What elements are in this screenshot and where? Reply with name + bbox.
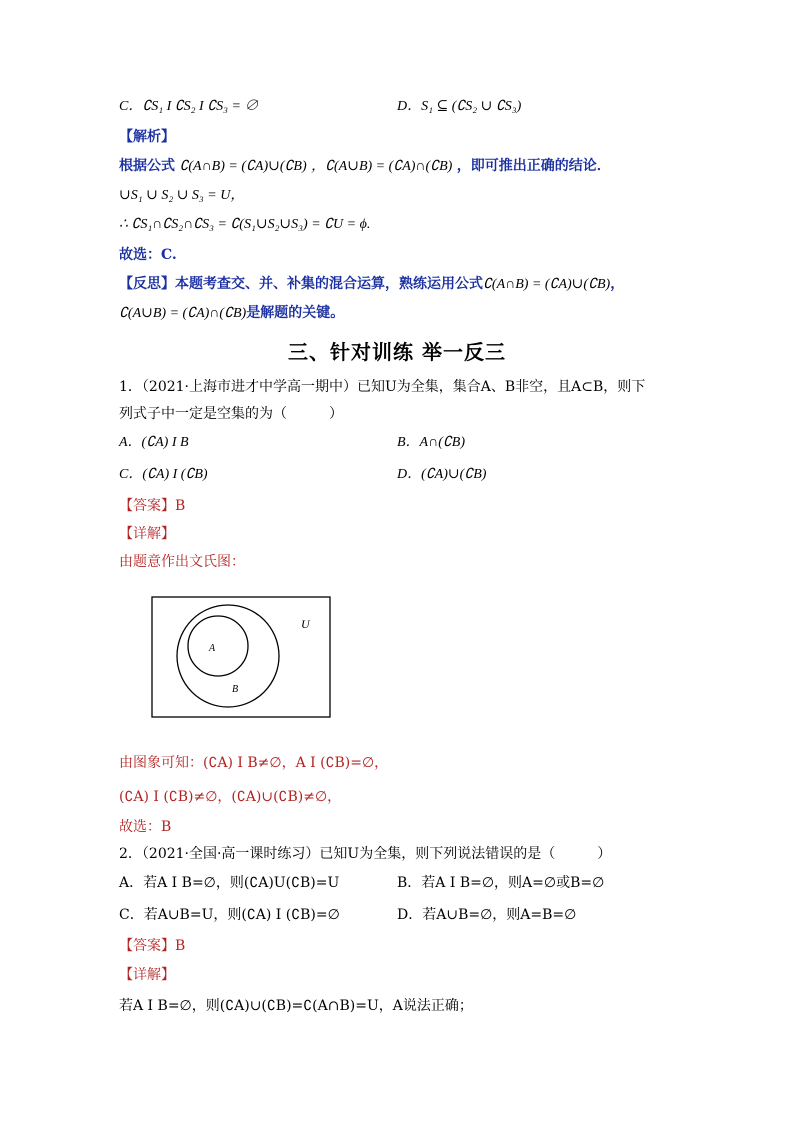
- q1-option-d: D．(∁A)∪(∁B): [397, 467, 487, 482]
- formula-intro: 根据公式: [119, 158, 175, 174]
- q2-option-a: A．若A I B=∅，则(∁A)U(∁B)=U: [119, 875, 340, 891]
- reflection-comma: ，: [610, 276, 625, 292]
- q2-option-b: B．若A I B=∅，则A=∅或B=∅: [397, 875, 605, 891]
- q1-conclusion-1: 由图象可知：(∁A) I B≠∅，A I (∁B)=∅，: [119, 755, 389, 771]
- q1-detail-heading: 【详解】: [119, 526, 175, 542]
- q2-stem: 2．（2021·全国·高一课时练习）已知U为全集，则下列说法错误的是（ ）: [119, 846, 612, 862]
- q2-detail-line: 若A I B=∅，则(∁A)∪(∁B)=∁(A∩B)=U，A说法正确；: [119, 998, 473, 1014]
- q1-option-a: A．(∁A) I B: [119, 435, 189, 450]
- union-line: ∪S₁ ∪ S₂ ∪ S₃ = U，: [119, 188, 245, 203]
- reflection-text: 【反思】本题考查交、并、补集的混合运算，熟练运用公式: [119, 276, 483, 292]
- formula-line: [119, 157, 611, 176]
- therefore-line: ∴ ∁S₁∩∁S₂∩∁S₃ = ∁(S₁∪S₂∪S₃) = ∁U = ϕ.: [119, 217, 371, 232]
- q1-answer: 【答案】B: [119, 498, 186, 514]
- reflection-line: [119, 275, 624, 294]
- q1-stem-1: 1．（2021·上海市进才中学高一期中）已知U为全集，集合A、B非空，且A⊂B，则下: [119, 379, 646, 395]
- q2-option-d: D．若A∪B=∅，则A=B=∅: [397, 907, 577, 923]
- q2-answer: 【答案】B: [119, 938, 186, 954]
- venn-label-b: B: [232, 684, 239, 695]
- analysis-heading: 【解析】: [119, 129, 175, 145]
- reflection-line-2: [119, 304, 344, 323]
- reflection-key: 是解题的关键。: [246, 305, 345, 321]
- reflection-formula-1: ∁(A∩B) = (∁A)∪(∁B): [483, 277, 611, 292]
- formula-1: ∁(A∩B) = (∁A)∪(∁B): [179, 159, 307, 174]
- venn-circle-a: [188, 616, 248, 676]
- choice-line: 故选：C.: [119, 247, 177, 263]
- reflection-formula-2: ∁(A∪B) = (∁A)∩(∁B): [119, 306, 247, 321]
- venn-label-a: A: [209, 643, 216, 654]
- venn-label-u: U: [301, 617, 310, 631]
- option-c-line: C．∁S₁ I ∁S₂ I ∁S₃ = ∅: [119, 99, 259, 114]
- section-title: 三、针对训练 举一反三: [288, 340, 506, 364]
- q1-option-b: B．A∩(∁B): [397, 435, 465, 450]
- venn-circle-b: [177, 605, 279, 707]
- formula-2: ，∁(A∪B) = (∁A)∩(∁B): [311, 159, 453, 174]
- q1-choose: 故选：B: [119, 819, 172, 835]
- option-d-line: D．S₁ ⊆ (∁S₂ ∪ ∁S₃): [397, 99, 522, 114]
- q2-detail-heading: 【详解】: [119, 967, 175, 983]
- q1-venn-intro: 由题意作出文氏图：: [119, 554, 245, 570]
- venn-universe-rect: [152, 597, 330, 717]
- formula-outro: ，即可推出正确的结论．: [456, 158, 611, 174]
- q1-stem-2: 列式子中一定是空集的为（ ）: [119, 406, 343, 422]
- q1-conclusion-2: (∁A) I (∁B)≠∅，(∁A)∪(∁B)≠∅，: [119, 789, 342, 805]
- q1-option-c: C．(∁A) I (∁B): [119, 467, 208, 482]
- venn-diagram: [145, 590, 340, 725]
- q2-option-c: C．若A∪B=U，则(∁A) I (∁B)=∅: [119, 907, 340, 923]
